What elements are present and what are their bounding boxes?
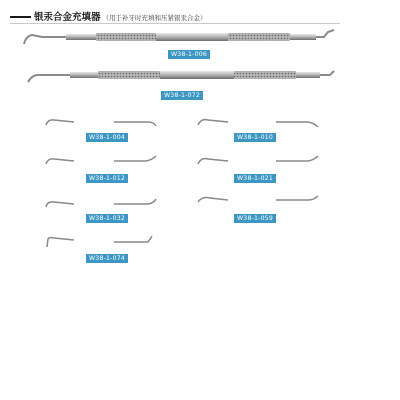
- product-code-label: W38-1-074: [86, 254, 128, 263]
- product-code-label: W38-1-021: [234, 174, 276, 183]
- product-code-label: W38-1-072: [161, 91, 203, 100]
- instrument-tips-w38-1-004: [44, 116, 164, 130]
- instrument-image-w38-1-006: [22, 28, 340, 48]
- product-code-label: W38-1-012: [86, 174, 128, 183]
- product-code-label: W38-1-004: [86, 133, 128, 142]
- product-code-label: W38-1-032: [86, 214, 128, 223]
- instrument-tips-w38-1-010: [196, 116, 326, 130]
- instrument-tips-w38-1-012: [44, 154, 164, 168]
- header-divider: [10, 23, 340, 24]
- product-code-label: W38-1-059: [234, 214, 276, 223]
- instrument-tips-w38-1-059: [196, 194, 326, 208]
- header-rule: [10, 16, 31, 18]
- page-title: [34, 9, 207, 23]
- product-code-label: W38-1-006: [168, 50, 210, 59]
- page-subtitle: （用于补牙时充填和压紧银汞合金）: [102, 14, 207, 22]
- instrument-image-w38-1-072: [26, 66, 346, 86]
- product-code-label: W38-1-010: [234, 133, 276, 142]
- instrument-tips-w38-1-021: [196, 154, 326, 168]
- page-title-text: 银汞合金充填器: [34, 12, 101, 23]
- instrument-tips-w38-1-032: [44, 196, 164, 210]
- instrument-tips-w38-1-074: [44, 234, 164, 250]
